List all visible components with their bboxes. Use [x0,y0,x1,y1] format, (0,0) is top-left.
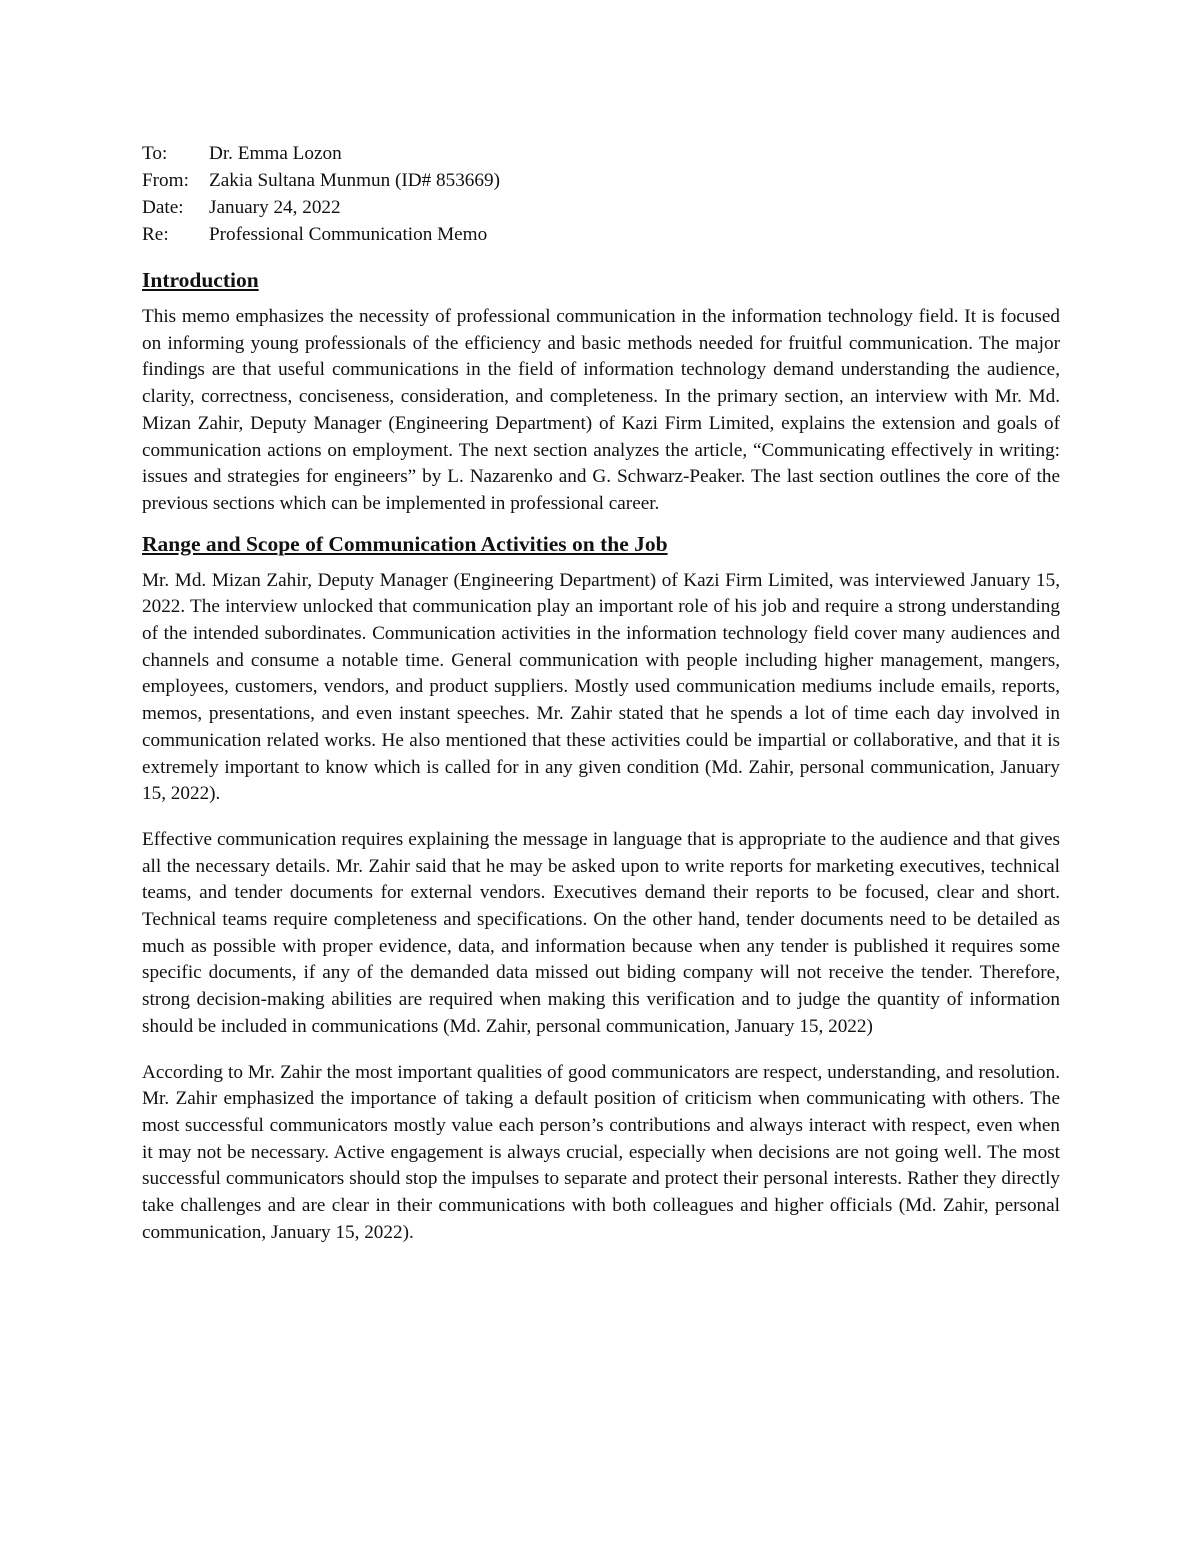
memo-date-row [142,194,1060,221]
range-scope-heading: Range and Scope of Communication Activities on the Job [142,531,668,556]
introduction-heading: Introduction [142,268,259,292]
memo-date-value: January 24, 2022 [209,197,341,218]
memo-to-row [142,140,1060,167]
range-paragraph-3: According to Mr. Zahir the most important qualities of good communicators are respect, understanding, and resolution. Mr. Zahir emphasized the importance of taking a default position of criticism when communicating with others. The most successful communicators mostly value each person’s contributions and always interact with respect, even when it may not be necessary. Active engagement is always crucial, especially when decisions are not going well. The most successful communicators should stop the impulses to separate and protect their personal interests. Rather they directly take challenges and are clear in their communications with both colleagues and higher officials (Md. Zahir, personal communication, January 15, 2022). [142,1061,1060,1243]
memo-page [142,140,1060,1266]
memo-date-label: Date: [142,197,184,218]
memo-from-value: Zakia Sultana Munmun (ID# 853669) [209,170,500,191]
range-paragraph-1: Mr. Md. Mizan Zahir, Deputy Manager (Engineering Department) of Kazi Firm Limited, was interviewed January 15, 2022. The interview unlocked that communication play an important role of his job and require a strong understanding of the intended subordinates. Communication activities in the information technology field cover many audiences and channels and consume a notable time. General communication with people including higher management, mangers, employees, customers, vendors, and product suppliers. Mostly used communication mediums include emails, reports, memos, presentations, and even instant speeches. Mr. Zahir stated that he spends a lot of time each day involved in communication related works. He also mentioned that these activities could be impartial or collaborative, and that it is extremely important to know which is called for in any given condition (Md. Zahir, personal communication, January 15, 2022). [142,569,1060,805]
memo-from-row [142,167,1060,194]
memo-re-row [142,221,1060,248]
memo-to-value: Dr. Emma Lozon [209,143,342,164]
introduction-paragraph: This memo emphasizes the necessity of professional communication in the information technology field. It is focused on informing young professionals of the efficiency and basic methods needed for fruitful communication. The major findings are that useful communications in the field of information technology demand understanding the audience, clarity, correctness, conciseness, consideration, and completeness. In the primary section, an interview with Mr. Md. Mizan Zahir, Deputy Manager (Engineering Department) of Kazi Firm Limited, explains the extension and goals of communication actions on employment. The next section analyzes the article, “Communicating effectively in writing: issues and strategies for engineers” by L. Nazarenko and G. Schwarz-Peaker. The last section outlines the core of the previous sections which can be implemented in professional career. [142,306,1060,514]
range-paragraph-2: Effective communication requires explaining the message in language that is appropriate to the audience and that gives all the necessary details. Mr. Zahir said that he may be asked upon to write reports for marketing executives, technical teams, and tender documents for external vendors. Executives demand their reports to be focused, clear and short. Technical teams require completeness and specifications. On the other hand, tender documents need to be detailed as much as possible with proper evidence, data, and information because when any tender is published it requires some specific documents, if any of the demanded data missed out biding company will not receive the tender. Therefore, strong decision-making abilities are required when making this verification and to judge the quantity of information should be included in communications (Md. Zahir, personal communication, January 15, 2022) [142,828,1060,1037]
memo-to-label: To: [142,143,168,164]
memo-re-value: Professional Communication Memo [209,224,488,245]
memo-header [142,140,1060,248]
memo-from-label: From: [142,170,189,191]
memo-re-label: Re: [142,224,169,245]
